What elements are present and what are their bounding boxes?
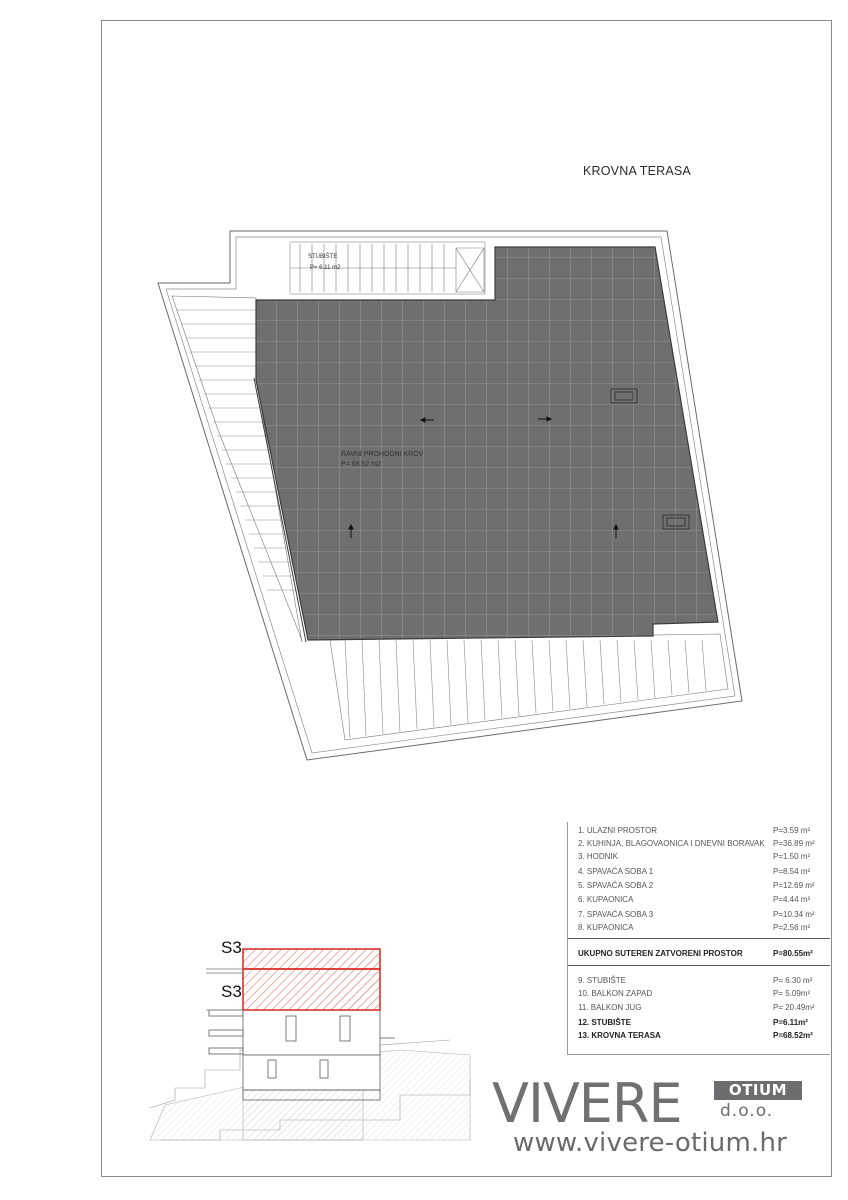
legend-row: 9. STUBIŠTE P= 6.30 m²	[578, 976, 813, 985]
roof-label: RAVNI PROHODNI KROV	[341, 451, 424, 458]
legend-row: 2. KUHINJA, BLAGOVAONICA I DNEVNI BORAVAK P=36.89 m²	[578, 839, 815, 848]
company-logo	[492, 1072, 820, 1135]
legend-row: 8. KUPAONICA P=2.56 m²	[578, 923, 811, 932]
legend-row: 11. BALKON JUG P= 20.49m²	[578, 1003, 815, 1012]
level-label-upper: S3	[221, 938, 242, 957]
logo-wordmark: VIVERE	[492, 1072, 682, 1135]
logo-suffix: d.o.o.	[720, 1101, 774, 1121]
website-url: www.vivere-otium.hr	[513, 1128, 788, 1158]
legend-total-row: UKUPNO SUTEREN ZATVORENI PROSTOR P=80.55m²	[578, 949, 813, 958]
legend-row: 12. STUBIŠTE P=6.11m²	[578, 1018, 808, 1027]
stair-area: P= 6.11 m2	[310, 265, 341, 271]
level-label-lower: S3	[221, 982, 242, 1001]
legend-row: 13. KROVNA TERASA P=68.52m²	[578, 1031, 813, 1040]
legend-row: 7. SPAVAĆA SOBA 3 P=10.34 m²	[578, 910, 815, 919]
legend-row: 6. KUPAONICA P=4.44 m²	[578, 895, 811, 904]
roof-terrace-tiled-area	[254, 247, 718, 642]
legend-divider	[568, 938, 830, 939]
section-building	[209, 1010, 395, 1100]
stair-label: STUBIŠTE	[308, 254, 338, 260]
legend-row: 1. ULAZNI PROSTOR P=3.59 m²	[578, 826, 811, 835]
legend-row: 10. BALKON ZAPAD P= 5.09m²	[578, 989, 811, 998]
plan-title: KROVNA TERASA	[583, 164, 691, 178]
area-legend-table	[567, 822, 830, 1055]
logo-otium-box: OTIUM	[714, 1081, 802, 1100]
legend-row: 4. SPAVAĆA SOBA 1 P=8.54 m²	[578, 867, 811, 876]
roof-area: P= 68.52 m2	[341, 461, 381, 468]
legend-row: 5. SPAVAĆA SOBA 2 P=12.69 m²	[578, 881, 815, 890]
legend-row: 3. HODNIK P=1.50 m²	[578, 852, 811, 861]
legend-divider	[568, 965, 830, 966]
